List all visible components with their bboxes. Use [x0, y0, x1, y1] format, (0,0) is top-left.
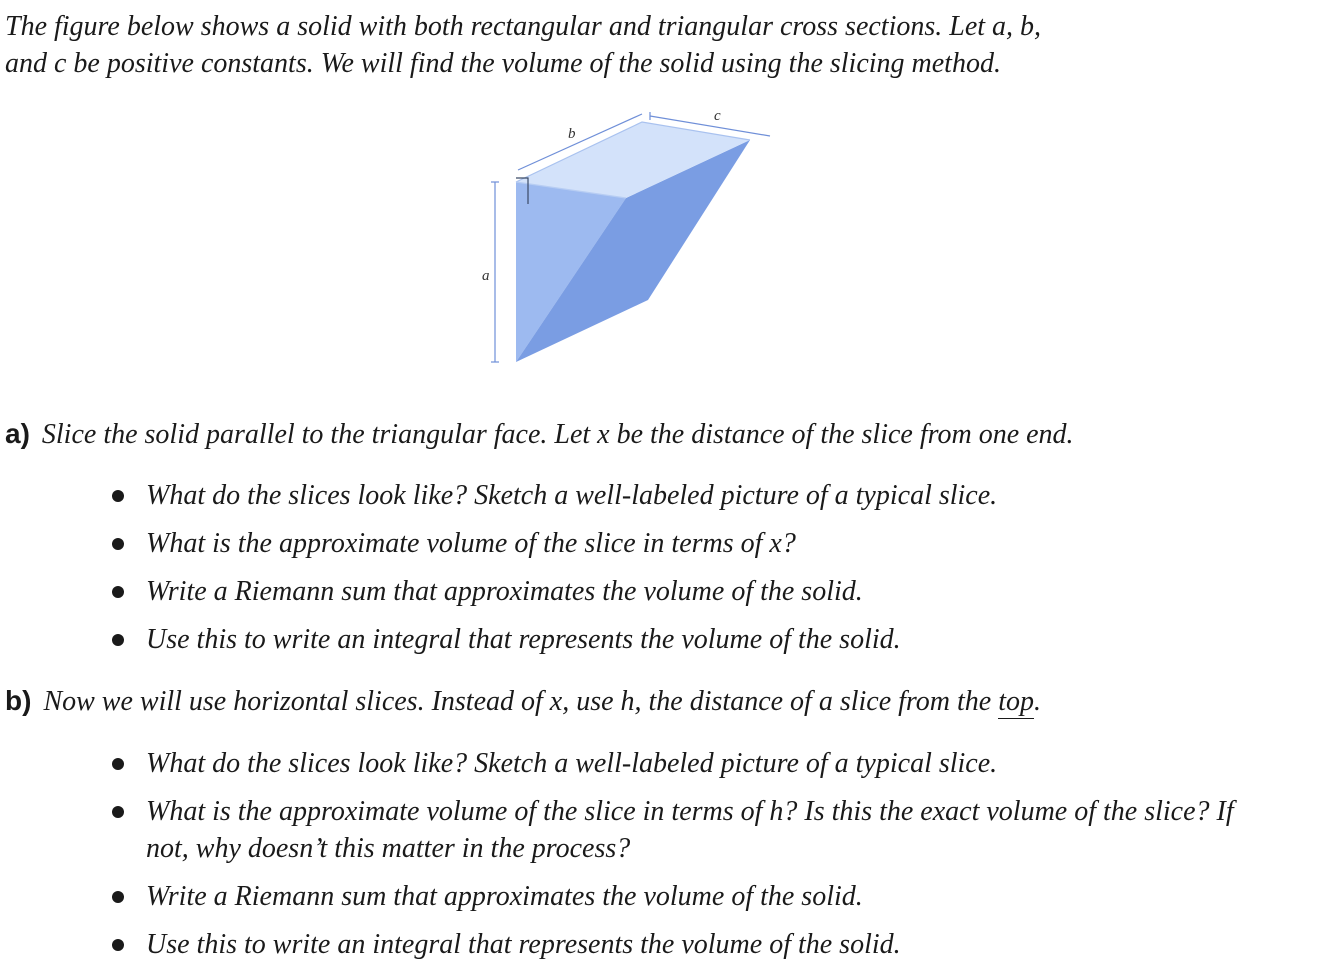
part-a-bullet-list [110, 477, 997, 669]
part-b-underlined-word: top [998, 686, 1034, 717]
list-item: Use this to write an integral that represents the volume of the solid. [110, 926, 1270, 963]
part-b-text [43, 686, 1041, 719]
list-item: What is the approximate volume of the slice in terms of x? [110, 525, 997, 562]
part-a-heading [5, 416, 1074, 453]
part-b-heading [5, 683, 1041, 720]
part-b-text-before: Now we will use horizontal slices. Instead of x, use h, the distance of a slice from the [43, 686, 999, 717]
intro-line-1: The figure below shows a solid with both rectangular and triangular cross sections. Let a, b, [5, 11, 1042, 42]
list-item: Write a Riemann sum that approximates the volume of the solid. [110, 573, 997, 610]
list-item: What do the slices look like? Sketch a well-labeled picture of a typical slice. [110, 477, 997, 514]
intro-line-2: and c be positive constants. We will find the volume of the solid using the slicing method. [5, 48, 1001, 79]
list-item: What is the approximate volume of the slice in terms of h? Is this the exact volume of the slice? If not, why doesn’t this matter in the process? [110, 793, 1270, 867]
label-b: b [568, 126, 576, 142]
part-b-bullet-list [110, 745, 1270, 974]
label-a: a [482, 268, 490, 284]
list-item: What do the slices look like? Sketch a well-labeled picture of a typical slice. [110, 745, 1270, 782]
label-c: c [714, 108, 721, 124]
part-a-label: a) [5, 418, 30, 449]
part-b-text-after: . [1033, 686, 1041, 717]
intro-paragraph [5, 8, 1305, 82]
part-b-label: b) [5, 685, 32, 716]
solid-figure [460, 100, 800, 380]
list-item: Write a Riemann sum that approximates the volume of the solid. [110, 878, 1270, 915]
part-a-text: Slice the solid parallel to the triangular face. Let x be the distance of the slice from one end. [41, 419, 1074, 450]
list-item: Use this to write an integral that represents the volume of the solid. [110, 621, 997, 658]
